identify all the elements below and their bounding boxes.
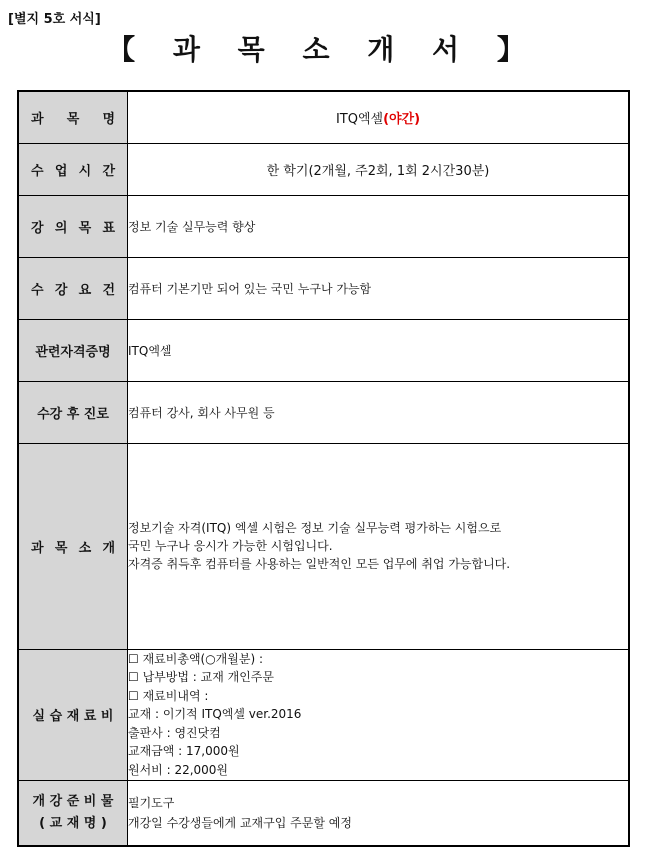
- label-hours: 수 업 시 간: [18, 143, 128, 195]
- value-hours: 한 학기(2개월, 주2회, 1회 2시간30분): [128, 143, 630, 195]
- course-intro-table: [17, 90, 630, 847]
- row-intro: [18, 443, 629, 649]
- value-requirement: 컴퓨터 기본기만 되어 있는 국민 누구나 가능함: [128, 257, 630, 319]
- prep-label-line2: ( 교 재 명 ): [39, 815, 107, 831]
- row-materials: [18, 649, 629, 780]
- label-career: 수강 후 진로: [18, 381, 128, 443]
- form-number: [별지 5호 서식]: [8, 12, 101, 27]
- materials-line: ☐ 재료비내역 :: [128, 688, 209, 703]
- value-intro: [128, 443, 630, 649]
- row-prep: [18, 780, 629, 846]
- materials-line: ☐ 재료비총액(○개월분) :: [128, 651, 264, 666]
- intro-line: 정보기술 자격(ITQ) 엑셀 시험은 정보 기술 실무능력 평가하는 시험으로: [128, 521, 502, 535]
- label-intro: 과 목 소 개: [18, 443, 128, 649]
- value-subject: [128, 91, 630, 143]
- value-goal: 정보 기술 실무능력 향상: [128, 195, 630, 257]
- materials-line: ☐ 납부방법 : 교재 개인주문: [128, 670, 274, 685]
- label-prep: [18, 780, 128, 846]
- label-materials: 실 습 재 료 비: [18, 649, 128, 780]
- document-title: 【 과 목 소 개 서 】: [107, 33, 539, 66]
- prep-line: 개강일 수강생들에게 교재구입 주문할 예정: [128, 815, 352, 830]
- materials-line: 출판사 : 영진닷컴: [128, 725, 221, 740]
- value-materials: [128, 649, 630, 780]
- materials-line: 교재 : 이기적 ITQ엑셀 ver.2016: [128, 707, 302, 722]
- prep-label-line1: 개 강 준 비 물: [32, 793, 114, 809]
- label-goal: 강 의 목 표: [18, 195, 128, 257]
- subject-name: ITQ엑셀: [335, 111, 384, 127]
- row-subject: [18, 91, 629, 143]
- label-requirement: 수 강 요 건: [18, 257, 128, 319]
- materials-line: 원서비 : 22,000원: [128, 763, 229, 778]
- intro-line: 국민 누구나 응시가 가능한 시험입니다.: [128, 539, 333, 553]
- value-prep: [128, 780, 630, 846]
- row-hours: [18, 143, 629, 195]
- row-career: [18, 381, 629, 443]
- label-subject: 과 목 명: [18, 91, 128, 143]
- value-certificate: ITQ엑셀: [128, 319, 630, 381]
- materials-line: 교재금액 : 17,000원: [128, 744, 240, 759]
- label-certificate: 관련자격증명: [18, 319, 128, 381]
- row-requirement: [18, 257, 629, 319]
- prep-line: 필기도구: [128, 795, 175, 810]
- row-certificate: [18, 319, 629, 381]
- intro-line: 자격증 취득후 컴퓨터를 사용하는 일반적인 모든 업무에 취업 가능합니다.: [128, 557, 511, 571]
- subject-tag: (야간): [383, 111, 421, 127]
- value-career: 컴퓨터 강사, 회사 사무원 등: [128, 381, 630, 443]
- row-goal: [18, 195, 629, 257]
